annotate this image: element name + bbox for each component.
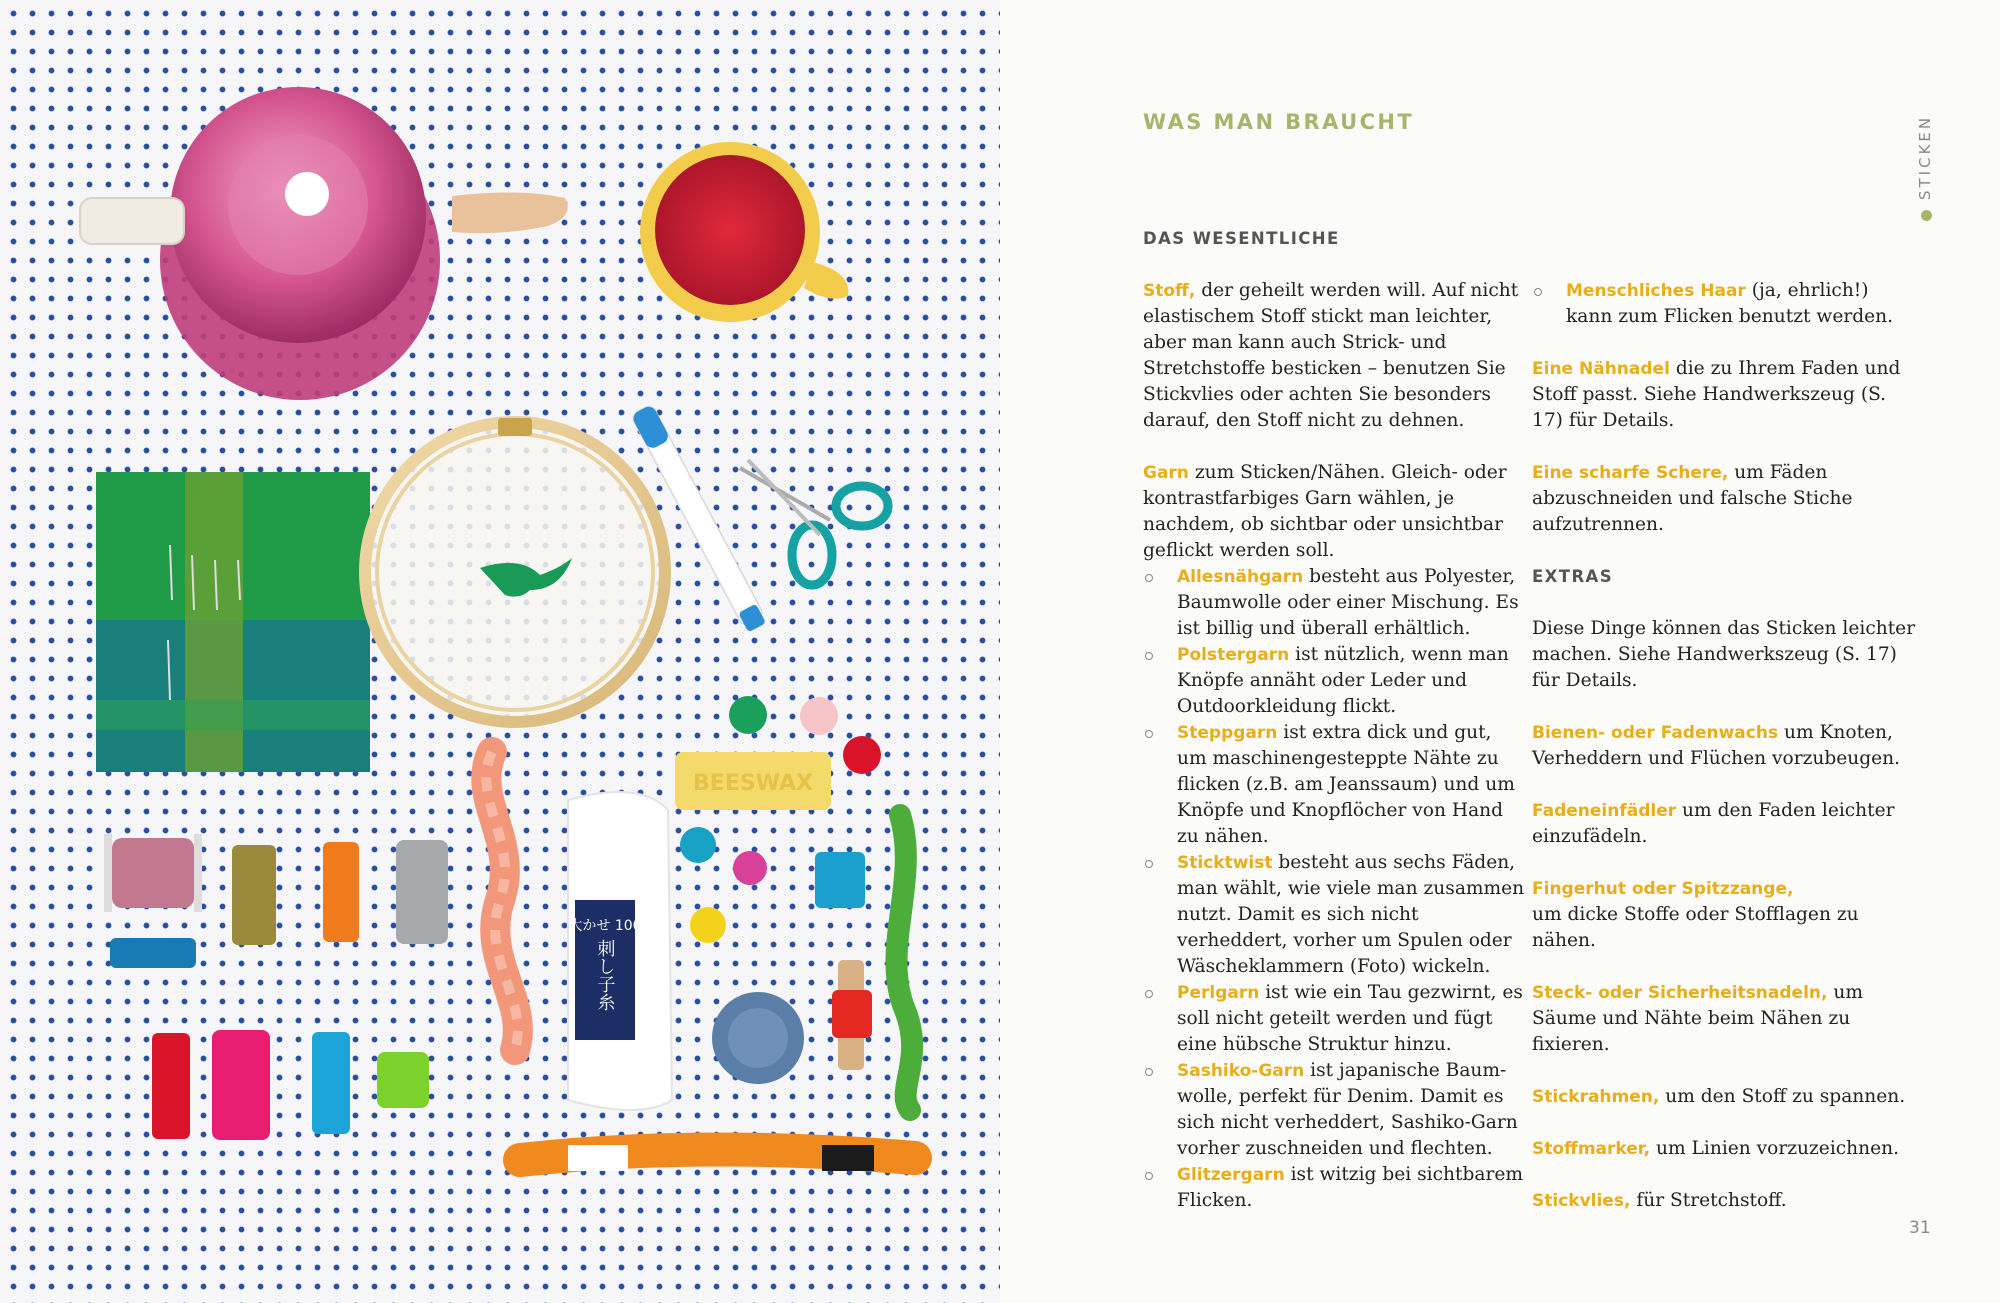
extras-item [1532,1188,1917,1214]
keyword: Stoffmarker, [1532,1139,1651,1159]
paragraph-text: die zu Ihrem Faden und Stoff passt. Siehe Handwerkszeug (S. 17) für Details. [1532,358,1901,431]
extras-item [1532,1084,1917,1110]
list-item-text: ist witzig bei sichtbarem Flicken. [1177,1164,1523,1211]
green-fabric-swatch [96,472,370,772]
keyword: Stoff, [1143,281,1196,301]
thread-spools [104,834,448,1140]
keyword: Eine scharfe Schere, [1532,463,1729,483]
keyword: Stickrahmen, [1532,1087,1660,1107]
embroidery-hoop [365,418,665,722]
keyword: Perlgarn [1177,983,1260,1003]
extras-item [1532,980,1917,1058]
list-item-text: besteht aus sechs Fäden, man wählt, wie viele man zusammen nutzt. Damit es sich nicht verheddert, vorher um Spulen oder Wäscheklammern (Foto) wickeln. [1177,852,1525,977]
keyword: Fadeneinfädler [1532,801,1677,821]
paragraph-scissors [1532,460,1917,538]
paragraph-text: für Stretchstoff. [1630,1190,1787,1211]
orange-skein [520,1145,915,1171]
keyword: Bienen- oder Fadenwachs [1532,723,1779,743]
beeswax-block [675,752,831,810]
list-item-text: ist japanische Baumwolle, perfekt für Denim. Damit es sich nicht verheddert, Sashiko-Garn vorher zuschneiden und flechten. [1177,1060,1518,1159]
extras-item [1532,798,1917,850]
tea-cup [640,142,848,322]
keyword: Garn [1143,463,1189,483]
section-heading-essentials: DAS WESENTLICHE [1143,229,1340,248]
paragraph-fabric [1143,278,1525,434]
scissors [740,460,888,585]
paragraph-text: um Säume und Nähte beim Nähen zu fixieren. [1532,982,1863,1055]
yarn-type-list-continued [1532,278,1917,330]
braided-yarn [486,752,518,1050]
paragraph-text: um Knoten, Verheddern und Flüchen vorzubeugen. [1532,722,1901,769]
paragraph-text: um dicke Stoffe oder Stofflagen zu nähen. [1532,904,1859,951]
extras-item [1532,1136,1917,1162]
keyword: Steppgarn [1177,723,1278,743]
green-skein [896,815,912,1110]
list-item [1143,850,1525,980]
list-item [1532,278,1917,330]
text-page [1000,0,2000,1303]
sashiko-sub-label: 大かせ 100 [568,918,642,934]
paragraph-extras-intro: Diese Dinge können das Sticken leichter machen. Siehe Handwerkszeug (S. 17) für Details. [1532,618,1916,691]
page-number: 31 [1909,1218,1931,1238]
keyword: Menschliches Haar [1566,281,1746,301]
keyword: Steck- oder Sicherheitsnadeln, [1532,983,1828,1003]
extras-item [1532,876,1917,954]
list-item [1143,720,1525,850]
clothespin [832,960,872,1070]
keyword: Glitzergarn [1177,1165,1285,1185]
beeswax-label: BEESWAX [693,771,813,796]
extras-item [1532,720,1917,772]
yarn-type-list [1143,564,1525,1214]
kettle [80,87,568,400]
paragraph-text: um den Faden leichter einzufädeln. [1532,800,1895,847]
paragraph-text: der geheilt werden will. Auf nicht elastischem Stoff stickt man leichter, aber man kann auch Strick- und Stretchstoffe besticken – benutzen Sie Stickvlies oder achten Sie besonders darauf, den Stoff nicht zu dehnen. [1143,280,1519,431]
list-item [1143,980,1525,1058]
paragraph-yarn [1143,460,1525,564]
chapter-tab-label: STICKEN [1916,114,1934,200]
list-item-text: (ja, ehrlich!) kann zum Flicken benutzt werden. [1566,280,1893,327]
sashiko-label: 刺し子糸 [594,939,616,1011]
paragraph-text: zum Sticken/Nähen. Gleich- oder kontrastfarbiges Garn wählen, je nachdem, ob sichtbar oder unsichtbar geflickt werden soll. [1143,462,1507,561]
paragraph-text: um Fäden abzuschneiden und falsche Stiche aufzutrennen. [1532,462,1853,535]
column-left [1143,226,1525,1240]
list-item [1143,1162,1525,1214]
keyword: Sticktwist [1177,853,1273,873]
list-item [1143,564,1525,642]
keyword: Eine Nähnadel [1532,359,1670,379]
keyword: Stickvlies, [1532,1191,1631,1211]
paragraph-text: um Linien vorzuzeichnen. [1650,1138,1900,1159]
list-item-text: ist wie ein Tau gezwirnt, es soll nicht geteilt werden und fügt eine hübsche Struktur hinzu. [1177,982,1523,1055]
column-right [1532,278,1917,1240]
keyword: Allesnähgarn [1177,567,1304,587]
keyword: Sashiko-Garn [1177,1061,1305,1081]
list-item [1143,642,1525,720]
keyword: Fingerhut oder Spitzzange, [1532,879,1794,899]
section-heading-extras: EXTRAS [1532,567,1614,586]
keyword: Polstergarn [1177,645,1290,665]
paragraph-text: um den Stoff zu spannen. [1659,1086,1906,1107]
paragraph-needle [1532,356,1917,434]
list-item-text: ist extra dick und gut, um maschinengesteppte Nähte zu flicken (z.B. am Jeanssaum) und um Knöpfe und Knopflöcher von Hand zu nähen. [1177,722,1515,847]
chapter-tab [1912,108,1942,228]
list-item [1143,1058,1525,1162]
list-item-text: besteht aus Polyester, Baumwolle oder einer Mischung. Es ist billig und überall erhältlich. [1177,566,1519,639]
list-item-text: ist nützlich, wenn man Knöpfe annäht oder Leder und Outdoorkleidung flickt. [1177,644,1509,717]
page-title: WAS MAN BRAUCHT [1143,110,1415,134]
chapter-tab-dot [1921,210,1932,221]
sashiko-skein [568,792,672,1110]
